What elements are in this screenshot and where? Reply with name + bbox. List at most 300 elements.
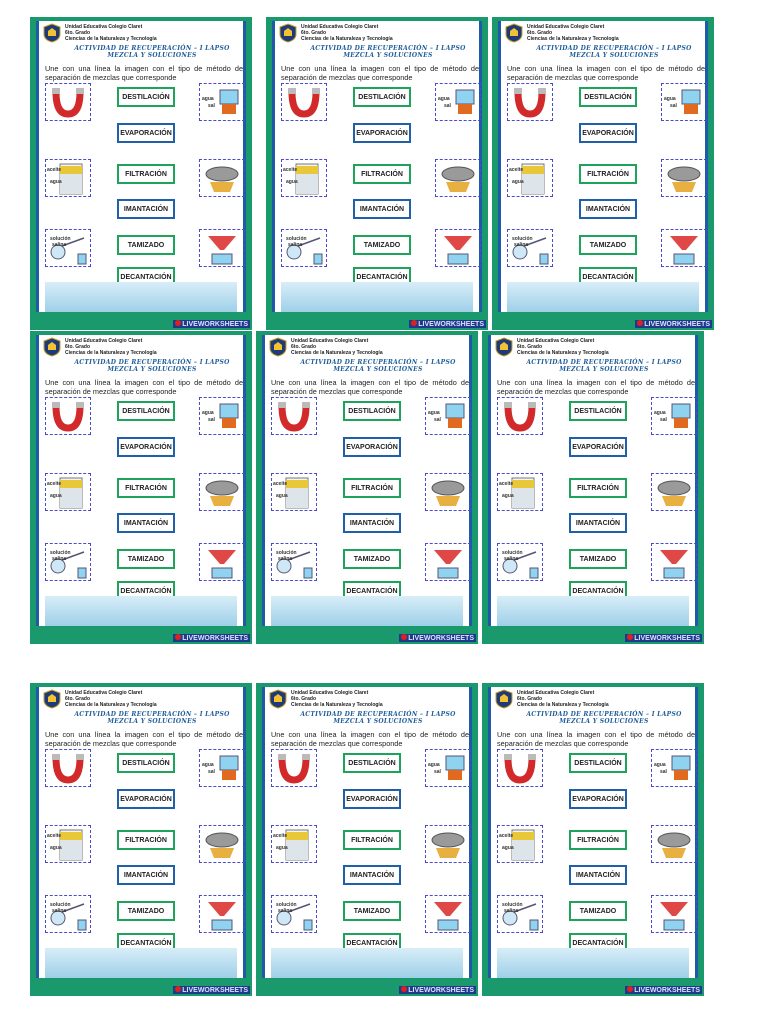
image-box-filter[interactable] [425,543,471,581]
label-water-2: agua [276,493,288,499]
brand-name: LIVEWORKSHEETS [418,321,484,328]
worksheet-header [43,23,243,45]
school-info [291,690,383,708]
worksheet-thumbnail [492,17,714,330]
brand-badge [173,986,250,994]
image-box-distillation[interactable] [45,543,91,581]
label-salt: sal [660,769,667,775]
image-box-distillation[interactable] [497,543,543,581]
label-saline: salina [52,242,67,248]
method-evaporation[interactable]: EVAPORACIÓN [117,437,175,457]
method-evaporation[interactable]: EVAPORACIÓN [569,789,627,809]
method-sieving[interactable]: TAMIZADO [569,901,627,921]
label-water: agua [664,96,676,102]
lab-decoration [45,282,237,312]
sieve-icon [200,826,244,862]
title-line-2: MEZCLA Y SOLUCIONES [569,52,659,59]
school-info [65,690,157,708]
image-box-distillation[interactable] [271,543,317,581]
filter-funnel-icon [426,896,470,932]
brand-badge [625,986,702,994]
title-line-2: MEZCLA Y SOLUCIONES [107,52,197,59]
method-evaporation[interactable]: EVAPORACIÓN [579,123,637,143]
school-logo-icon [495,337,513,357]
label-solution: solución [502,550,523,556]
image-box-sieve[interactable] [199,159,245,197]
method-filtration[interactable]: FILTRACIÓN [117,164,175,184]
label-salt: sal [434,769,441,775]
label-water-2: agua [50,845,62,851]
image-box-magnet[interactable] [281,83,327,121]
worksheet-thumbnail [482,331,704,644]
magnet-icon [46,750,90,786]
label-oil: aceite [499,481,514,487]
title-line-1: ACTIVIDAD DE RECUPERACIÓN – I LAPSO [536,45,692,52]
sieve-icon [662,160,706,196]
method-decantation[interactable]: DECANTACIÓN [353,267,411,287]
instruction-text: Une con una línea la imagen con el tipo de método de separación de mezclas que corresponde [45,730,243,748]
lab-decoration [271,596,463,626]
worksheet-paper [262,687,472,978]
evaporation-icon [436,84,480,120]
magnet-icon [498,750,542,786]
school-logo-icon [43,689,61,709]
decantation-glass-icon [46,826,90,862]
title-line-2: MEZCLA Y SOLUCIONES [333,366,423,373]
image-box-filter[interactable] [651,895,697,933]
magnet-icon [46,84,90,120]
decantation-glass-icon [282,160,326,196]
worksheet-thumbnail [482,683,704,996]
worksheet-header [279,23,479,45]
image-box-distillation[interactable] [281,229,327,267]
worksheet-header [495,689,695,711]
image-box-distillation[interactable] [45,229,91,267]
method-magnetization[interactable]: IMANTACIÓN [117,865,175,885]
magnet-icon [498,398,542,434]
label-oil: aceite [283,167,298,173]
worksheet-paper [488,687,698,978]
label-saline: salina [288,242,303,248]
magnet-icon [508,84,552,120]
label-water-2: agua [276,845,288,851]
image-box-magnet[interactable] [45,83,91,121]
method-distillation[interactable]: DESTILACIÓN [569,401,627,421]
lab-decoration [45,596,237,626]
school-logo-icon [43,337,61,357]
image-box-filter[interactable] [199,543,245,581]
label-water: agua [428,762,440,768]
image-box-evaporation[interactable] [199,749,245,787]
grade: 6to. Grado [65,344,91,350]
image-box-sieve[interactable] [651,825,697,863]
evaporation-icon [200,750,244,786]
subject: Ciencias de la Naturaleza y Tecnología [517,350,609,356]
label-solution: solución [50,550,71,556]
method-decantation[interactable]: DECANTACIÓN [579,267,637,287]
brand-name: LIVEWORKSHEETS [408,987,474,994]
image-box-filter[interactable] [199,895,245,933]
title-line-1: ACTIVIDAD DE RECUPERACIÓN – I LAPSO [526,359,682,366]
image-box-decantation[interactable] [45,159,91,197]
image-box-magnet[interactable] [271,749,317,787]
worksheet-paper [488,335,698,626]
method-magnetization[interactable]: IMANTACIÓN [343,865,401,885]
title-line-2: MEZCLA Y SOLUCIONES [343,52,433,59]
school-info [527,24,619,42]
method-decantation[interactable]: DECANTACIÓN [343,933,401,953]
method-decantation[interactable]: DECANTACIÓN [343,581,401,601]
image-box-decantation[interactable] [507,159,553,197]
subject: Ciencias de la Naturaleza y Tecnología [517,702,609,708]
lab-decoration [497,948,689,978]
label-saline: salina [52,908,67,914]
label-oil: aceite [47,833,62,839]
method-decantation[interactable]: DECANTACIÓN [117,581,175,601]
image-box-magnet[interactable] [507,83,553,121]
image-box-distillation[interactable] [45,895,91,933]
worksheet-thumbnail [266,17,488,330]
method-distillation[interactable]: DESTILACIÓN [343,753,401,773]
grade: 6to. Grado [517,344,543,350]
method-sieving[interactable]: TAMIZADO [117,901,175,921]
school-name: Unidad Educativa Colegio Claret [65,24,143,30]
magnet-icon [282,84,326,120]
method-sieving[interactable]: TAMIZADO [343,901,401,921]
method-filtration[interactable]: FILTRACIÓN [117,478,175,498]
image-box-sieve[interactable] [199,825,245,863]
title-line-2: MEZCLA Y SOLUCIONES [333,718,423,725]
worksheet-header [43,689,243,711]
method-magnetization[interactable]: IMANTACIÓN [569,513,627,533]
label-oil: aceite [47,481,62,487]
image-box-sieve[interactable] [651,473,697,511]
worksheet-paper [498,21,708,312]
image-box-filter[interactable] [425,895,471,933]
subject: Ciencias de la Naturaleza y Tecnología [65,350,157,356]
method-sieving[interactable]: TAMIZADO [343,549,401,569]
decantation-glass-icon [46,474,90,510]
label-oil: aceite [509,167,524,173]
grade: 6to. Grado [527,30,553,36]
filter-funnel-icon [200,230,244,266]
sieve-icon [652,474,696,510]
instruction-text: Une con una línea la imagen con el tipo de método de separación de mezclas que corresponde [507,64,705,82]
grade: 6to. Grado [65,30,91,36]
label-oil: aceite [47,167,62,173]
worksheet-thumbnail [256,683,478,996]
label-solution: solución [512,236,533,242]
school-name: Unidad Educativa Colegio Claret [301,24,379,30]
evaporation-icon [200,398,244,434]
worksheet-title [519,45,709,59]
school-info [65,338,157,356]
label-water-2: agua [50,179,62,185]
instruction-text: Une con una línea la imagen con el tipo de método de separación de mezclas que corresponde [45,378,243,396]
title-line-2: MEZCLA Y SOLUCIONES [107,366,197,373]
evaporation-icon [426,398,470,434]
magnet-icon [272,750,316,786]
label-water-2: agua [502,493,514,499]
worksheet-title [509,711,699,725]
title-line-1: ACTIVIDAD DE RECUPERACIÓN – I LAPSO [74,359,230,366]
method-sieving[interactable]: TAMIZADO [117,235,175,255]
label-saline: salina [278,556,293,562]
sieve-icon [426,826,470,862]
label-water: agua [202,410,214,416]
method-filtration[interactable]: FILTRACIÓN [579,164,637,184]
school-name: Unidad Educativa Colegio Claret [65,338,143,344]
image-box-sieve[interactable] [199,473,245,511]
school-name: Unidad Educativa Colegio Claret [291,338,369,344]
method-distillation[interactable]: DESTILACIÓN [579,87,637,107]
school-logo-icon [269,337,287,357]
subject: Ciencias de la Naturaleza y Tecnología [65,702,157,708]
label-water: agua [654,762,666,768]
label-salt: sal [208,417,215,423]
method-decantation[interactable]: DECANTACIÓN [117,267,175,287]
brand-logo-icon [627,634,633,640]
worksheet-header [505,23,705,45]
image-box-evaporation[interactable] [661,83,707,121]
method-distillation[interactable]: DESTILACIÓN [569,753,627,773]
method-magnetization[interactable]: IMANTACIÓN [117,199,175,219]
grade: 6to. Grado [517,696,543,702]
brand-badge [409,320,486,328]
method-decantation[interactable]: DECANTACIÓN [569,933,627,953]
title-line-1: ACTIVIDAD DE RECUPERACIÓN – I LAPSO [310,45,466,52]
subject: Ciencias de la Naturaleza y Tecnología [291,350,383,356]
image-box-sieve[interactable] [425,825,471,863]
image-box-sieve[interactable] [661,159,707,197]
image-box-magnet[interactable] [271,397,317,435]
image-box-decantation[interactable] [45,825,91,863]
magnet-icon [272,398,316,434]
method-decantation[interactable]: DECANTACIÓN [569,581,627,601]
worksheet-title [57,359,247,373]
brand-logo-icon [401,634,407,640]
label-solution: solución [276,902,297,908]
method-distillation[interactable]: DESTILACIÓN [117,87,175,107]
lab-decoration [507,282,699,312]
label-saline: salina [278,908,293,914]
brand-name: LIVEWORKSHEETS [634,987,700,994]
image-box-evaporation[interactable] [651,749,697,787]
label-solution: solución [276,550,297,556]
brand-logo-icon [401,986,407,992]
worksheet-paper [262,335,472,626]
method-filtration[interactable]: FILTRACIÓN [343,478,401,498]
brand-name: LIVEWORKSHEETS [634,635,700,642]
instruction-text: Une con una línea la imagen con el tipo de método de separación de mezclas que corresponde [497,378,695,396]
image-box-filter[interactable] [661,229,707,267]
method-magnetization[interactable]: IMANTACIÓN [353,199,411,219]
image-box-filter[interactable] [435,229,481,267]
sieve-icon [436,160,480,196]
grade: 6to. Grado [291,344,317,350]
grade: 6to. Grado [301,30,327,36]
title-line-2: MEZCLA Y SOLUCIONES [107,718,197,725]
title-line-1: ACTIVIDAD DE RECUPERACIÓN – I LAPSO [526,711,682,718]
school-info [517,338,609,356]
image-box-magnet[interactable] [497,397,543,435]
label-salt: sal [434,417,441,423]
school-name: Unidad Educativa Colegio Claret [517,690,595,696]
school-name: Unidad Educativa Colegio Claret [291,690,369,696]
worksheet-thumbnail [30,17,252,330]
subject: Ciencias de la Naturaleza y Tecnología [65,36,157,42]
brand-name: LIVEWORKSHEETS [182,321,248,328]
school-name: Unidad Educativa Colegio Claret [65,690,143,696]
label-water: agua [202,762,214,768]
image-box-evaporation[interactable] [425,397,471,435]
image-box-sieve[interactable] [425,473,471,511]
method-magnetization[interactable]: IMANTACIÓN [117,513,175,533]
method-sieving[interactable]: TAMIZADO [579,235,637,255]
brand-badge [173,634,250,642]
label-water-2: agua [286,179,298,185]
evaporation-icon [662,84,706,120]
brand-logo-icon [175,986,181,992]
image-box-filter[interactable] [199,229,245,267]
method-magnetization[interactable]: IMANTACIÓN [579,199,637,219]
evaporation-icon [426,750,470,786]
label-solution: solución [286,236,307,242]
worksheet-paper [272,21,482,312]
brand-logo-icon [175,320,181,326]
decantation-glass-icon [272,474,316,510]
method-filtration[interactable]: FILTRACIÓN [117,830,175,850]
label-solution: solución [50,236,71,242]
image-box-evaporation[interactable] [435,83,481,121]
school-logo-icon [279,23,297,43]
lab-decoration [497,596,689,626]
image-box-distillation[interactable] [271,895,317,933]
brand-badge [399,634,476,642]
school-logo-icon [269,689,287,709]
brand-logo-icon [175,634,181,640]
image-box-magnet[interactable] [45,749,91,787]
method-magnetization[interactable]: IMANTACIÓN [343,513,401,533]
worksheet-title [293,45,483,59]
image-box-evaporation[interactable] [199,397,245,435]
method-evaporation[interactable]: EVAPORACIÓN [353,123,411,143]
brand-badge [625,634,702,642]
method-filtration[interactable]: FILTRACIÓN [569,478,627,498]
label-saline: salina [52,556,67,562]
image-box-filter[interactable] [651,543,697,581]
filter-funnel-icon [200,896,244,932]
label-oil: aceite [273,833,288,839]
worksheet-paper [36,687,246,978]
lab-decoration [45,948,237,978]
method-evaporation[interactable]: EVAPORACIÓN [343,437,401,457]
method-evaporation[interactable]: EVAPORACIÓN [343,789,401,809]
method-evaporation[interactable]: EVAPORACIÓN [117,789,175,809]
image-box-decantation[interactable] [271,825,317,863]
method-sieving[interactable]: TAMIZADO [353,235,411,255]
image-box-distillation[interactable] [497,895,543,933]
method-filtration[interactable]: FILTRACIÓN [353,164,411,184]
filter-funnel-icon [200,544,244,580]
filter-funnel-icon [436,230,480,266]
grade: 6to. Grado [291,696,317,702]
school-info [65,24,157,42]
method-sieving[interactable]: TAMIZADO [117,549,175,569]
worksheet-header [495,337,695,359]
method-distillation[interactable]: DESTILACIÓN [117,401,175,421]
method-evaporation[interactable]: EVAPORACIÓN [117,123,175,143]
school-info [291,338,383,356]
label-oil: aceite [499,833,514,839]
brand-logo-icon [411,320,417,326]
worksheet-title [283,359,473,373]
label-salt: sal [208,103,215,109]
brand-badge [635,320,712,328]
brand-name: LIVEWORKSHEETS [408,635,474,642]
image-box-decantation[interactable] [271,473,317,511]
image-box-distillation[interactable] [507,229,553,267]
subject: Ciencias de la Naturaleza y Tecnología [291,702,383,708]
school-logo-icon [495,689,513,709]
method-distillation[interactable]: DESTILACIÓN [117,753,175,773]
instruction-text: Une con una línea la imagen con el tipo de método de separación de mezclas que corresponde [45,64,243,82]
method-distillation[interactable]: DESTILACIÓN [353,87,411,107]
label-water: agua [202,96,214,102]
image-box-decantation[interactable] [45,473,91,511]
image-box-evaporation[interactable] [425,749,471,787]
image-box-evaporation[interactable] [651,397,697,435]
label-salt: sal [208,769,215,775]
image-box-sieve[interactable] [435,159,481,197]
method-decantation[interactable]: DECANTACIÓN [117,933,175,953]
image-box-magnet[interactable] [497,749,543,787]
image-box-evaporation[interactable] [199,83,245,121]
instruction-text: Une con una línea la imagen con el tipo de método de separación de mezclas que corresponde [497,730,695,748]
method-filtration[interactable]: FILTRACIÓN [343,830,401,850]
magnet-icon [46,398,90,434]
decantation-glass-icon [508,160,552,196]
instruction-text: Une con una línea la imagen con el tipo de método de separación de mezclas que corresponde [281,64,479,82]
title-line-1: ACTIVIDAD DE RECUPERACIÓN – I LAPSO [300,359,456,366]
image-box-decantation[interactable] [497,473,543,511]
filter-funnel-icon [662,230,706,266]
method-sieving[interactable]: TAMIZADO [569,549,627,569]
lab-decoration [281,282,473,312]
worksheet-title [57,711,247,725]
image-box-decantation[interactable] [497,825,543,863]
decantation-glass-icon [498,474,542,510]
label-salt: sal [444,103,451,109]
lab-decoration [271,948,463,978]
worksheet-paper [36,335,246,626]
image-box-magnet[interactable] [45,397,91,435]
method-filtration[interactable]: FILTRACIÓN [569,830,627,850]
decantation-glass-icon [272,826,316,862]
image-box-decantation[interactable] [281,159,327,197]
worksheet-paper [36,21,246,312]
method-evaporation[interactable]: EVAPORACIÓN [569,437,627,457]
worksheet-thumbnail [30,331,252,644]
evaporation-icon [652,398,696,434]
school-name: Unidad Educativa Colegio Claret [517,338,595,344]
method-magnetization[interactable]: IMANTACIÓN [569,865,627,885]
evaporation-icon [652,750,696,786]
worksheet-title [283,711,473,725]
subject: Ciencias de la Naturaleza y Tecnología [527,36,619,42]
method-distillation[interactable]: DESTILACIÓN [343,401,401,421]
title-line-1: ACTIVIDAD DE RECUPERACIÓN – I LAPSO [74,711,230,718]
